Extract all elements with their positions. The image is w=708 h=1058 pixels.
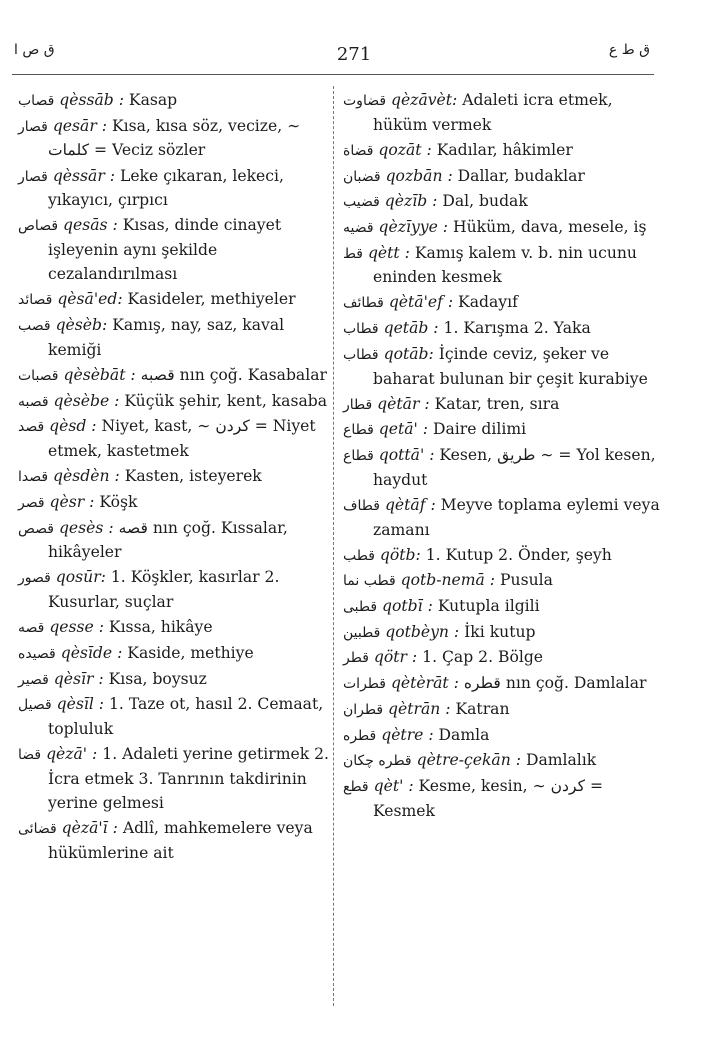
dictionary-entry (18, 464, 338, 489)
entry-transliteration: qèzīyye : (378, 217, 449, 236)
entry-arabic: قصد (18, 419, 45, 436)
dictionary-entry (18, 213, 338, 286)
entry-transliteration: qètāf : (384, 495, 436, 514)
entry-transliteration: qèsīl : (56, 695, 105, 714)
entry-definition: Kıssa, hikâye (103, 618, 213, 637)
entry-arabic: قصيده (18, 645, 56, 662)
entry-definition: Kısas, dinde cinayet işleyenin aynı şekilde cezalandırılması (48, 216, 282, 284)
entry-definition: Damla (433, 725, 490, 744)
entry-transliteration: qètā'ef : (388, 293, 454, 312)
dictionary-entry (343, 164, 663, 189)
dictionary-entry (343, 88, 663, 137)
entry-arabic: قضاوت (343, 93, 387, 109)
entry-arabic: قصدا (18, 469, 49, 486)
dictionary-entry (343, 774, 663, 823)
entry-arabic: قطرات (343, 676, 386, 693)
entry-definition: Kadılar, hâkimler (431, 140, 573, 159)
entry-arabic: قطاب (343, 346, 379, 363)
entry-definition: Hüküm, dava, mesele, iş (448, 217, 647, 236)
entry-definition: Köşk (94, 492, 138, 511)
entry-definition: Kısa, boysuz (103, 669, 207, 688)
entry-definition: 1. Köşkler, kasırlar 2. Kusurlar, suçlar (48, 568, 280, 612)
entry-definition: Kasideler, methiyeler (122, 290, 296, 309)
dictionary-entry (18, 490, 338, 515)
dictionary-entry (18, 667, 338, 692)
dictionary-entry (343, 392, 663, 417)
entry-definition: Kamış, nay, saz, kaval kemiği (48, 316, 285, 359)
entry-transliteration: qötb: (379, 545, 421, 564)
entry-definition: Kadayıf (453, 293, 518, 312)
entry-transliteration: qètār : (377, 394, 430, 413)
entry-transliteration: qesās : (63, 216, 118, 235)
entry-definition: Katar, tren, sıra (429, 394, 560, 413)
entry-transliteration: qèsr : (49, 492, 95, 511)
right-column (343, 88, 663, 824)
entry-definition: 1. Taze ot, hasıl 2. Cemaat, topluluk (48, 695, 324, 738)
left-column (18, 88, 338, 866)
entry-arabic: قصص (18, 520, 54, 537)
entry-definition: Kısa, kısa söz, vecize, ∼ كلمات = Veciz sözler (48, 116, 301, 160)
dictionary-entry (343, 594, 663, 619)
dictionary-entry (343, 241, 663, 290)
entry-arabic: قطع (343, 778, 369, 795)
entry-transliteration: qèsèbe : (53, 391, 120, 410)
column-divider (333, 86, 334, 1006)
dictionary-entry (343, 290, 663, 315)
entry-arabic: قطاب (343, 321, 379, 338)
entry-transliteration: qottā' : (378, 446, 435, 465)
dictionary-entry (343, 568, 663, 593)
dictionary-entry (18, 516, 338, 565)
entry-arabic: قطاع (343, 448, 374, 465)
entry-arabic: قطران (343, 701, 384, 718)
entry-transliteration: qosūr: (55, 568, 106, 587)
page-number: 271 (336, 44, 372, 65)
dictionary-entry (18, 692, 338, 741)
dictionary-entry (18, 389, 338, 414)
entry-arabic: قطبين (343, 624, 381, 641)
dictionary-entry (18, 641, 338, 666)
entry-transliteration: qötr : (373, 648, 418, 667)
entry-transliteration: qetā' : (378, 420, 429, 439)
entry-definition: 1. Çap 2. Bölge (417, 648, 544, 667)
entry-definition: Adlî, mahkemelere veya hükümlerine ait (48, 819, 313, 862)
dictionary-entry (18, 114, 338, 163)
entry-arabic: قصيل (18, 697, 52, 714)
entry-transliteration: qètèrāt : (390, 674, 459, 693)
entry-arabic: قصر (18, 494, 45, 511)
entry-definition: İçinde ceviz, şeker ve baharat bulunan bir çeşit kurabiye (373, 344, 648, 388)
entry-transliteration: qèzāvèt: (391, 91, 458, 109)
entry-transliteration: qètrān : (388, 699, 451, 718)
entry-definition: Kamış kalem v. b. nin ucunu eninden kesmek (373, 243, 637, 287)
entry-arabic: قضائی (18, 821, 57, 838)
entry-arabic: قطار (343, 396, 373, 413)
entry-definition: قصبه nın çoğ. Kasabalar (135, 365, 327, 384)
entry-definition: Kaside, methiye (122, 643, 254, 662)
entry-arabic: قضبان (343, 168, 381, 185)
entry-arabic: قصبه (18, 393, 49, 410)
entry-transliteration: qozāt : (378, 140, 432, 159)
entry-transliteration: qesār : (52, 116, 108, 135)
entry-transliteration: qotb-nemā : (400, 571, 496, 590)
dictionary-entry (343, 671, 663, 696)
entry-definition: Daire dilimi (428, 420, 527, 439)
entry-definition: Damlalık (520, 751, 597, 770)
dictionary-entry (18, 313, 338, 362)
entry-definition: 1. Kutup 2. Önder, şeyh (420, 545, 612, 564)
entry-definition: Kesme, kesin, ∼ كردن = Kesmek (373, 776, 604, 820)
entry-arabic: قضيب (343, 194, 380, 211)
entry-arabic: قصار (18, 168, 48, 185)
entry-definition: Katran (450, 699, 510, 718)
entry-transliteration: qèsīde : (60, 643, 123, 662)
entry-definition: İki kutup (459, 622, 536, 641)
entry-transliteration: qesse : (49, 618, 104, 637)
entry-transliteration: qèsdèn : (53, 467, 120, 486)
entry-transliteration: qotbèyn : (385, 622, 460, 641)
dictionary-entry (343, 697, 663, 722)
entry-definition: Kasten, isteyerek (119, 467, 262, 486)
entry-definition: Adaleti icra etmek, hüküm vermek (373, 91, 613, 134)
entry-definition: قطره nın çoğ. Damlalar (458, 674, 647, 693)
entry-arabic: قطاع (343, 422, 374, 439)
entry-transliteration: qèsèb: (55, 316, 108, 335)
entry-definition: قصه nın çoğ. Kıssalar, hikâyeler (48, 518, 288, 562)
entry-arabic: قصاص (18, 218, 59, 235)
entry-arabic: قصاب (18, 93, 55, 109)
entry-arabic: قطب نما (343, 573, 396, 590)
header-right-letters: ق ط ع (608, 42, 650, 58)
entry-definition: Dallar, budaklar (452, 166, 585, 185)
dictionary-entry (343, 189, 663, 214)
dictionary-entry (343, 493, 663, 542)
entry-definition: Pusula (495, 571, 553, 590)
entry-arabic: قصب (18, 318, 51, 335)
entry-definition: Niyet, kast, ∼ كردن = Niyet etmek, kastetmek (48, 417, 316, 460)
entry-definition: 1. Karışma 2. Yaka (438, 319, 591, 338)
entry-arabic: قطبى (343, 599, 378, 616)
header-left-letters: ق ص ا (14, 42, 55, 58)
entry-transliteration: qetāb : (383, 319, 439, 338)
dictionary-entry (343, 215, 663, 240)
dictionary-entry (18, 742, 338, 815)
entry-transliteration: qèssār : (52, 166, 116, 185)
dictionary-entry (343, 316, 663, 341)
entry-arabic: قطب (343, 547, 375, 564)
entry-definition: Kasap (123, 91, 178, 109)
entry-transliteration: qètre-çekān : (416, 751, 521, 770)
entry-arabic: قضاة (343, 142, 374, 159)
dictionary-entry (18, 565, 338, 614)
entry-transliteration: qotāb: (383, 344, 434, 363)
entry-transliteration: qètre : (381, 725, 434, 744)
dictionary-entry (18, 164, 338, 213)
entry-arabic: قصار (18, 118, 48, 135)
entry-transliteration: qèssāb : (59, 91, 124, 109)
entry-transliteration: qèzīb : (384, 192, 438, 211)
entry-definition: Meyve toplama eylemi veya zamanı (373, 495, 660, 539)
entry-arabic: قطائف (343, 295, 384, 312)
entry-definition: 1. Adaleti yerine getirmek 2. İcra etmek 3. Tanrının takdirinin yerine gelmesi (48, 745, 329, 812)
dictionary-entry (18, 816, 338, 865)
entry-arabic: قط (343, 245, 363, 262)
entry-transliteration: qèzā' : (46, 745, 98, 764)
dictionary-entry (343, 138, 663, 163)
dictionary-entry (343, 417, 663, 442)
entry-arabic: قصه (18, 620, 45, 637)
header-rule (12, 74, 654, 75)
entry-arabic: قصبات (18, 367, 59, 384)
entry-definition: Küçük şehir, kent, kasaba (119, 391, 328, 410)
entry-transliteration: qèsèbāt : (63, 365, 136, 384)
entry-transliteration: qèsd : (49, 417, 97, 436)
entry-transliteration: qèzā'ī : (61, 819, 118, 838)
dictionary-entry (18, 363, 338, 388)
entry-arabic: قصائد (18, 292, 53, 309)
dictionary-entry (343, 342, 663, 391)
entry-transliteration: qèsā'ed: (57, 290, 123, 309)
entry-arabic: قطاف (343, 497, 380, 514)
dictionary-entry (343, 723, 663, 748)
dictionary-entry (18, 414, 338, 463)
entry-arabic: قطر (343, 650, 369, 667)
dictionary-entry (18, 615, 338, 640)
entry-arabic: قطره چكان (343, 753, 412, 770)
entry-arabic: قضا (18, 747, 42, 764)
entry-transliteration: qèsīr : (53, 669, 104, 688)
dictionary-entry (343, 748, 663, 773)
entry-arabic: قصير (18, 671, 49, 688)
dictionary-entry (18, 88, 338, 113)
dictionary-entry (18, 287, 338, 312)
entry-transliteration: qètt : (367, 243, 410, 262)
entry-transliteration: qesès : (58, 518, 114, 537)
dictionary-entry (343, 443, 663, 492)
dictionary-entry (343, 620, 663, 645)
entry-definition: Dal, budak (437, 192, 528, 211)
entry-transliteration: qozbān : (385, 166, 453, 185)
entry-definition: Kesen, طريق ∼ = Yol kesen, haydut (373, 446, 656, 489)
entry-arabic: قصور (18, 570, 51, 587)
entry-definition: Leke çıkaran, lekeci, yıkayıcı, çırpıcı (48, 166, 284, 210)
page-header (0, 0, 708, 78)
entry-definition: Kutupla ilgili (432, 597, 540, 616)
entry-transliteration: qèt' : (373, 776, 414, 795)
dictionary-entry (343, 543, 663, 568)
entry-arabic: قضيه (343, 219, 374, 236)
entry-arabic: قطره (343, 727, 377, 744)
dictionary-entry (343, 645, 663, 670)
entry-transliteration: qotbī : (382, 597, 433, 616)
